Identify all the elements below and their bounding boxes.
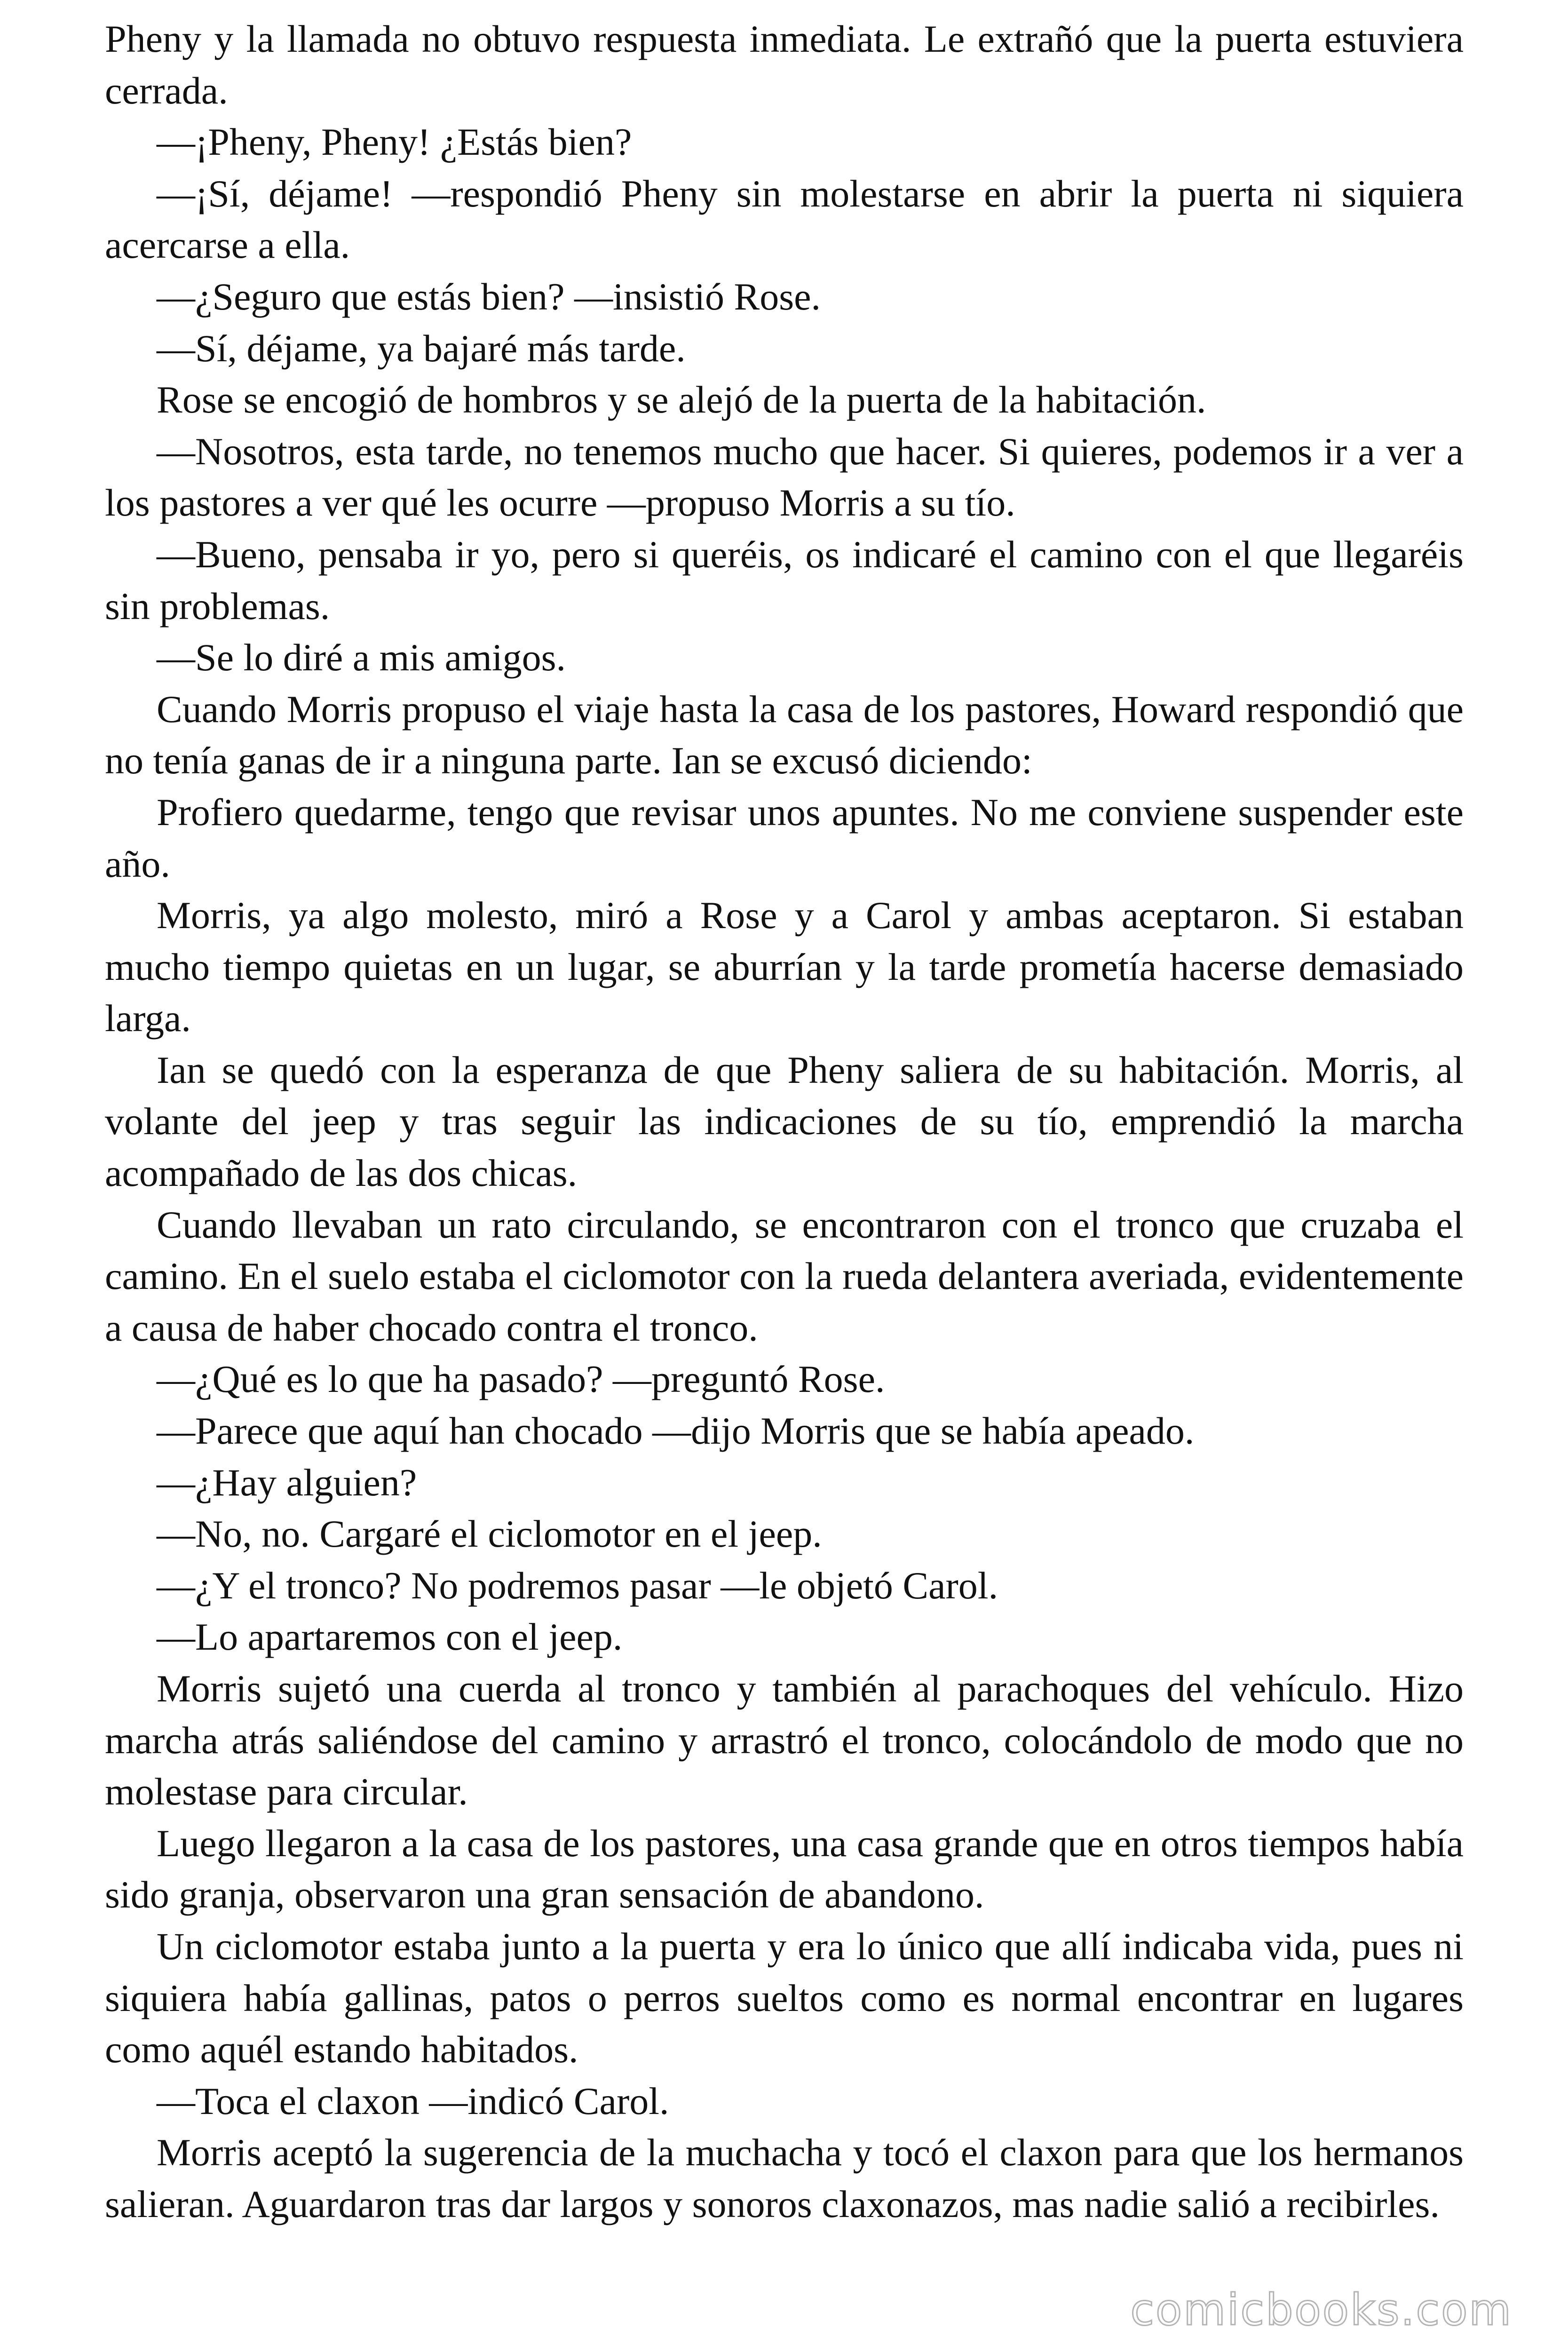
paragraph-10: Cuando Morris propuso el viaje hasta la casa de los pastores, Howard respondió que no tenía ganas de ir a ninguna parte. Ian se excusó diciendo: xyxy=(105,687,1464,782)
paragraph-17: —¿Hay alguien? xyxy=(157,1461,417,1504)
paragraph-9: —Se lo diré a mis amigos. xyxy=(157,636,566,679)
paragraph-13: Ian se quedó con la esperanza de que Pheny saliera de su habitación. Morris, al volante del jeep y tras seguir las indicaciones de su tío, emprendió la marcha acompañado de las dos chicas. xyxy=(105,1048,1464,1195)
paragraph-1: Pheny y la llamada no obtuvo respuesta inmediata. Le extrañó que la puerta estuviera cerrada. xyxy=(105,17,1464,112)
paragraph-14: Cuando llevaban un rato circulando, se encontraron con el tronco que cruzaba el camino. En el suelo estaba el ciclomotor con la rueda delantera averiada, evidentemente a causa de haber chocado contra el tronco. xyxy=(105,1203,1464,1349)
book-page-text xyxy=(105,13,1464,2230)
paragraph-23: Un ciclomotor estaba junto a la puerta y era lo único que allí indicaba vida, pues ni siquiera había gallinas, patos o perros sueltos como es normal encontrar en lugares como aquél estando habitados. xyxy=(105,1924,1464,2071)
paragraph-19: —¿Y el tronco? No podremos pasar —le objetó Carol. xyxy=(157,1564,998,1607)
paragraph-7: —Nosotros, esta tarde, no tenemos mucho que hacer. Si quieres, podemos ir a ver a los pastores a ver qué les ocurre —propuso Morris a su tío. xyxy=(105,429,1464,524)
paragraph-18: —No, no. Cargaré el ciclomotor en el jeep. xyxy=(157,1512,822,1556)
paragraph-11: Profiero quedarme, tengo que revisar unos apuntes. No me conviene suspender este año. xyxy=(105,790,1464,885)
paragraph-22: Luego llegaron a la casa de los pastores, una casa grande que en otros tiempos había sido granja, observaron una gran sensación de abandono. xyxy=(105,1821,1464,1916)
paragraph-5: —Sí, déjame, ya bajaré más tarde. xyxy=(157,326,686,370)
paragraph-2: —¡Pheny, Pheny! ¿Estás bien? xyxy=(157,120,632,164)
paragraph-8: —Bueno, pensaba ir yo, pero si queréis, os indicaré el camino con el que llegaréis sin problemas. xyxy=(105,532,1464,628)
watermark: comicbooks.com xyxy=(1130,2285,1513,2335)
paragraph-6: Rose se encogió de hombros y se alejó de la puerta de la habitación. xyxy=(157,378,1206,421)
paragraph-16: —Parece que aquí han chocado —dijo Morris que se había apeado. xyxy=(157,1409,1195,1453)
paragraph-24: —Toca el claxon —indicó Carol. xyxy=(157,2079,669,2122)
paragraph-25: Morris aceptó la sugerencia de la muchacha y tocó el claxon para que los hermanos salieran. Aguardaron tras dar largos y sonoros claxonazos, mas nadie salió a recibirles. xyxy=(105,2131,1464,2225)
paragraph-12: Morris, ya algo molesto, miró a Rose y a Carol y ambas aceptaron. Si estaban mucho tiempo quietas en un lugar, se aburrían y la tarde prometía hacerse demasiado larga. xyxy=(105,894,1464,1040)
paragraph-4: —¿Seguro que estás bien? —insistió Rose. xyxy=(157,275,821,318)
paragraph-21: Morris sujetó una cuerda al tronco y también al parachoques del vehículo. Hizo marcha atrás saliéndose del camino y arrastró el tronco, colocándolo de modo que no molestase para circular. xyxy=(105,1667,1464,1813)
paragraph-20: —Lo apartaremos con el jeep. xyxy=(157,1615,623,1659)
paragraph-3: —¡Sí, déjame! —respondió Pheny sin molestarse en abrir la puerta ni siquiera acercarse a ella. xyxy=(105,172,1464,267)
paragraph-15: —¿Qué es lo que ha pasado? —preguntó Rose. xyxy=(157,1358,885,1401)
